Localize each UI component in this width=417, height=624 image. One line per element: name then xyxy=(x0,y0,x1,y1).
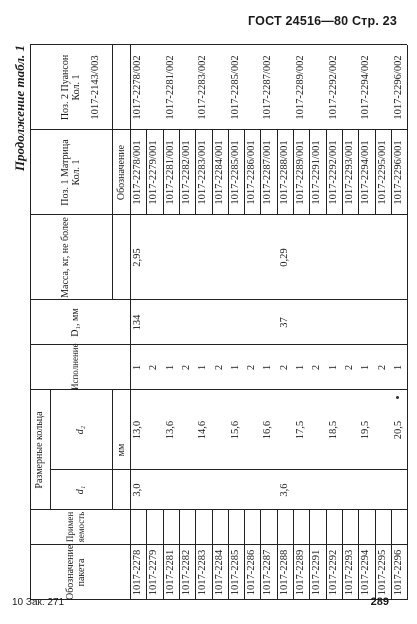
cell-p2: 1017-2281/002 xyxy=(164,55,176,120)
header-designation: Обозначение xyxy=(116,144,127,201)
cell-code: 1017-2292 xyxy=(327,549,339,596)
cell-p1: 1017-2288/001 xyxy=(278,140,290,205)
cell-code: 1017-2282 xyxy=(180,549,192,596)
cell-isp: 2 xyxy=(376,364,388,371)
cell-isp: 1 xyxy=(229,364,241,371)
cell-p1: 1017-2291/001 xyxy=(311,140,323,205)
cell-d2: 15,6 xyxy=(229,420,241,440)
cell-code: 1017-2296 xyxy=(392,549,404,596)
cell-d2: 13,0 xyxy=(132,420,143,440)
cell-code: 1017-2294 xyxy=(360,549,372,596)
cell-isp: 1 xyxy=(327,364,339,371)
page-header: ГОСТ 24516—80 Стр. 23 xyxy=(248,14,397,28)
header-d1: d₁ xyxy=(75,485,86,495)
cell-d1: 3,0 xyxy=(132,483,143,497)
cell-p1: 1017-2281/001 xyxy=(164,140,176,205)
data-table xyxy=(30,45,407,600)
cell-p2: 1017-2278/002 xyxy=(132,55,143,120)
cell-p1: 1017-2296/001 xyxy=(392,140,404,205)
cell-code: 1017-2279 xyxy=(148,549,160,596)
cell-isp: 2 xyxy=(180,364,192,371)
cell-isp: 2 xyxy=(343,364,355,371)
header-pos1: Поз. 1 Матрица Кол. 1 xyxy=(60,139,82,206)
cell-isp: 1 xyxy=(262,364,274,371)
cell-isp: 2 xyxy=(311,364,323,371)
cell-p1: 1017-2292/001 xyxy=(327,140,339,205)
cell-isp: 2 xyxy=(278,364,290,371)
cell-d2: 13,6 xyxy=(164,420,176,440)
cell-code: 1017-2285 xyxy=(229,549,241,596)
cell-p2: 1017-2287/002 xyxy=(262,55,274,120)
header-pos2: Поз. 2 Пуансон Кол. 1 xyxy=(60,54,82,121)
cell-isp: 1 xyxy=(197,364,209,371)
cell-code: 1017-2295 xyxy=(376,549,388,596)
cell-p2: 1017-2283/002 xyxy=(197,55,209,120)
cell-p1: 1017-2287/001 xyxy=(262,140,274,205)
cell-code: 1017-2283 xyxy=(197,549,209,596)
cell-code: 1017-2286 xyxy=(246,549,258,596)
cell-p2: 1017-2294/002 xyxy=(360,55,372,120)
cell-d2: 20,5 xyxy=(392,420,404,440)
cell-p1: 1017-2285/001 xyxy=(229,140,241,205)
cell-mass: 0,29 xyxy=(278,248,290,267)
cell-p1: 1017-2286/001 xyxy=(246,140,258,205)
cell-code: 1017-2293 xyxy=(343,549,355,596)
cell-p1: 1017-2293/001 xyxy=(343,140,355,205)
cell-code: 1017-2281 xyxy=(164,549,176,596)
cell-p3-group1: 1017-2143/003 xyxy=(90,55,101,120)
cell-d2: 19,5 xyxy=(360,420,372,440)
header-applicability: Применяемость xyxy=(65,511,86,543)
cell-code: 1017-2291 xyxy=(311,549,323,596)
cell-p1: 1017-2278/001 xyxy=(132,140,143,205)
header-mass: Масса, кг, не более xyxy=(60,217,71,298)
rotated-table-page xyxy=(12,45,407,600)
header-mm: мм xyxy=(116,443,127,457)
cell-p2: 1017-2285/002 xyxy=(229,55,241,120)
cell-isp: 2 xyxy=(213,364,225,371)
cell-p1: 1017-2294/001 xyxy=(360,140,372,205)
cell-p1: 1017-2295/001 xyxy=(376,140,388,205)
cell-code: 1017-2278 xyxy=(132,549,143,596)
cell-p2: 1017-2292/002 xyxy=(327,55,339,120)
cell-isp: 1 xyxy=(132,364,143,371)
cell-isp: 2 xyxy=(148,364,160,371)
cell-isp: 2 xyxy=(246,364,258,371)
cell-isp: 1 xyxy=(392,364,404,371)
speck xyxy=(396,396,399,399)
cell-p1: 1017-2284/001 xyxy=(213,140,225,205)
cell-p2: 1017-2289/002 xyxy=(295,55,306,120)
cell-code: 1017-2284 xyxy=(213,549,225,596)
cell-p1: 1017-2279/001 xyxy=(148,140,160,205)
cell-p2: 1017-2296/002 xyxy=(392,55,404,120)
header-version: Исполнение xyxy=(70,343,80,390)
cell-D1: 134 xyxy=(132,314,143,331)
page-number: 289 xyxy=(370,596,389,608)
cell-isp: 1 xyxy=(360,364,372,371)
cell-code: 1017-2289 xyxy=(295,549,306,596)
cell-d2: 18,5 xyxy=(327,420,339,440)
cell-D1: 37 xyxy=(278,317,290,328)
cell-d2: 14,6 xyxy=(197,420,209,440)
cell-p1: 1017-2282/001 xyxy=(180,140,192,205)
header-rings: Размерные кольца xyxy=(34,411,45,489)
header-package: Обозначение пакета xyxy=(65,544,87,600)
cell-d2: 17,5 xyxy=(295,420,306,440)
cell-p1: 1017-2289/001 xyxy=(295,140,306,205)
header-d2: d₂ xyxy=(75,425,86,435)
cell-isp: 1 xyxy=(295,364,306,371)
cell-code: 1017-2287 xyxy=(262,549,274,596)
cell-d2: 16,6 xyxy=(262,420,274,440)
cell-d1: 3,6 xyxy=(278,483,290,497)
cell-p1: 1017-2283/001 xyxy=(197,140,209,205)
table-caption: Продолжение табл. 1 xyxy=(12,45,27,172)
cell-mass: 2,95 xyxy=(132,248,143,267)
cell-code: 1017-2288 xyxy=(278,549,290,596)
footer-left: 10 Зак. 271 xyxy=(12,597,65,608)
cell-isp: 1 xyxy=(164,364,176,371)
header-D1: D₁, мм xyxy=(70,308,81,337)
